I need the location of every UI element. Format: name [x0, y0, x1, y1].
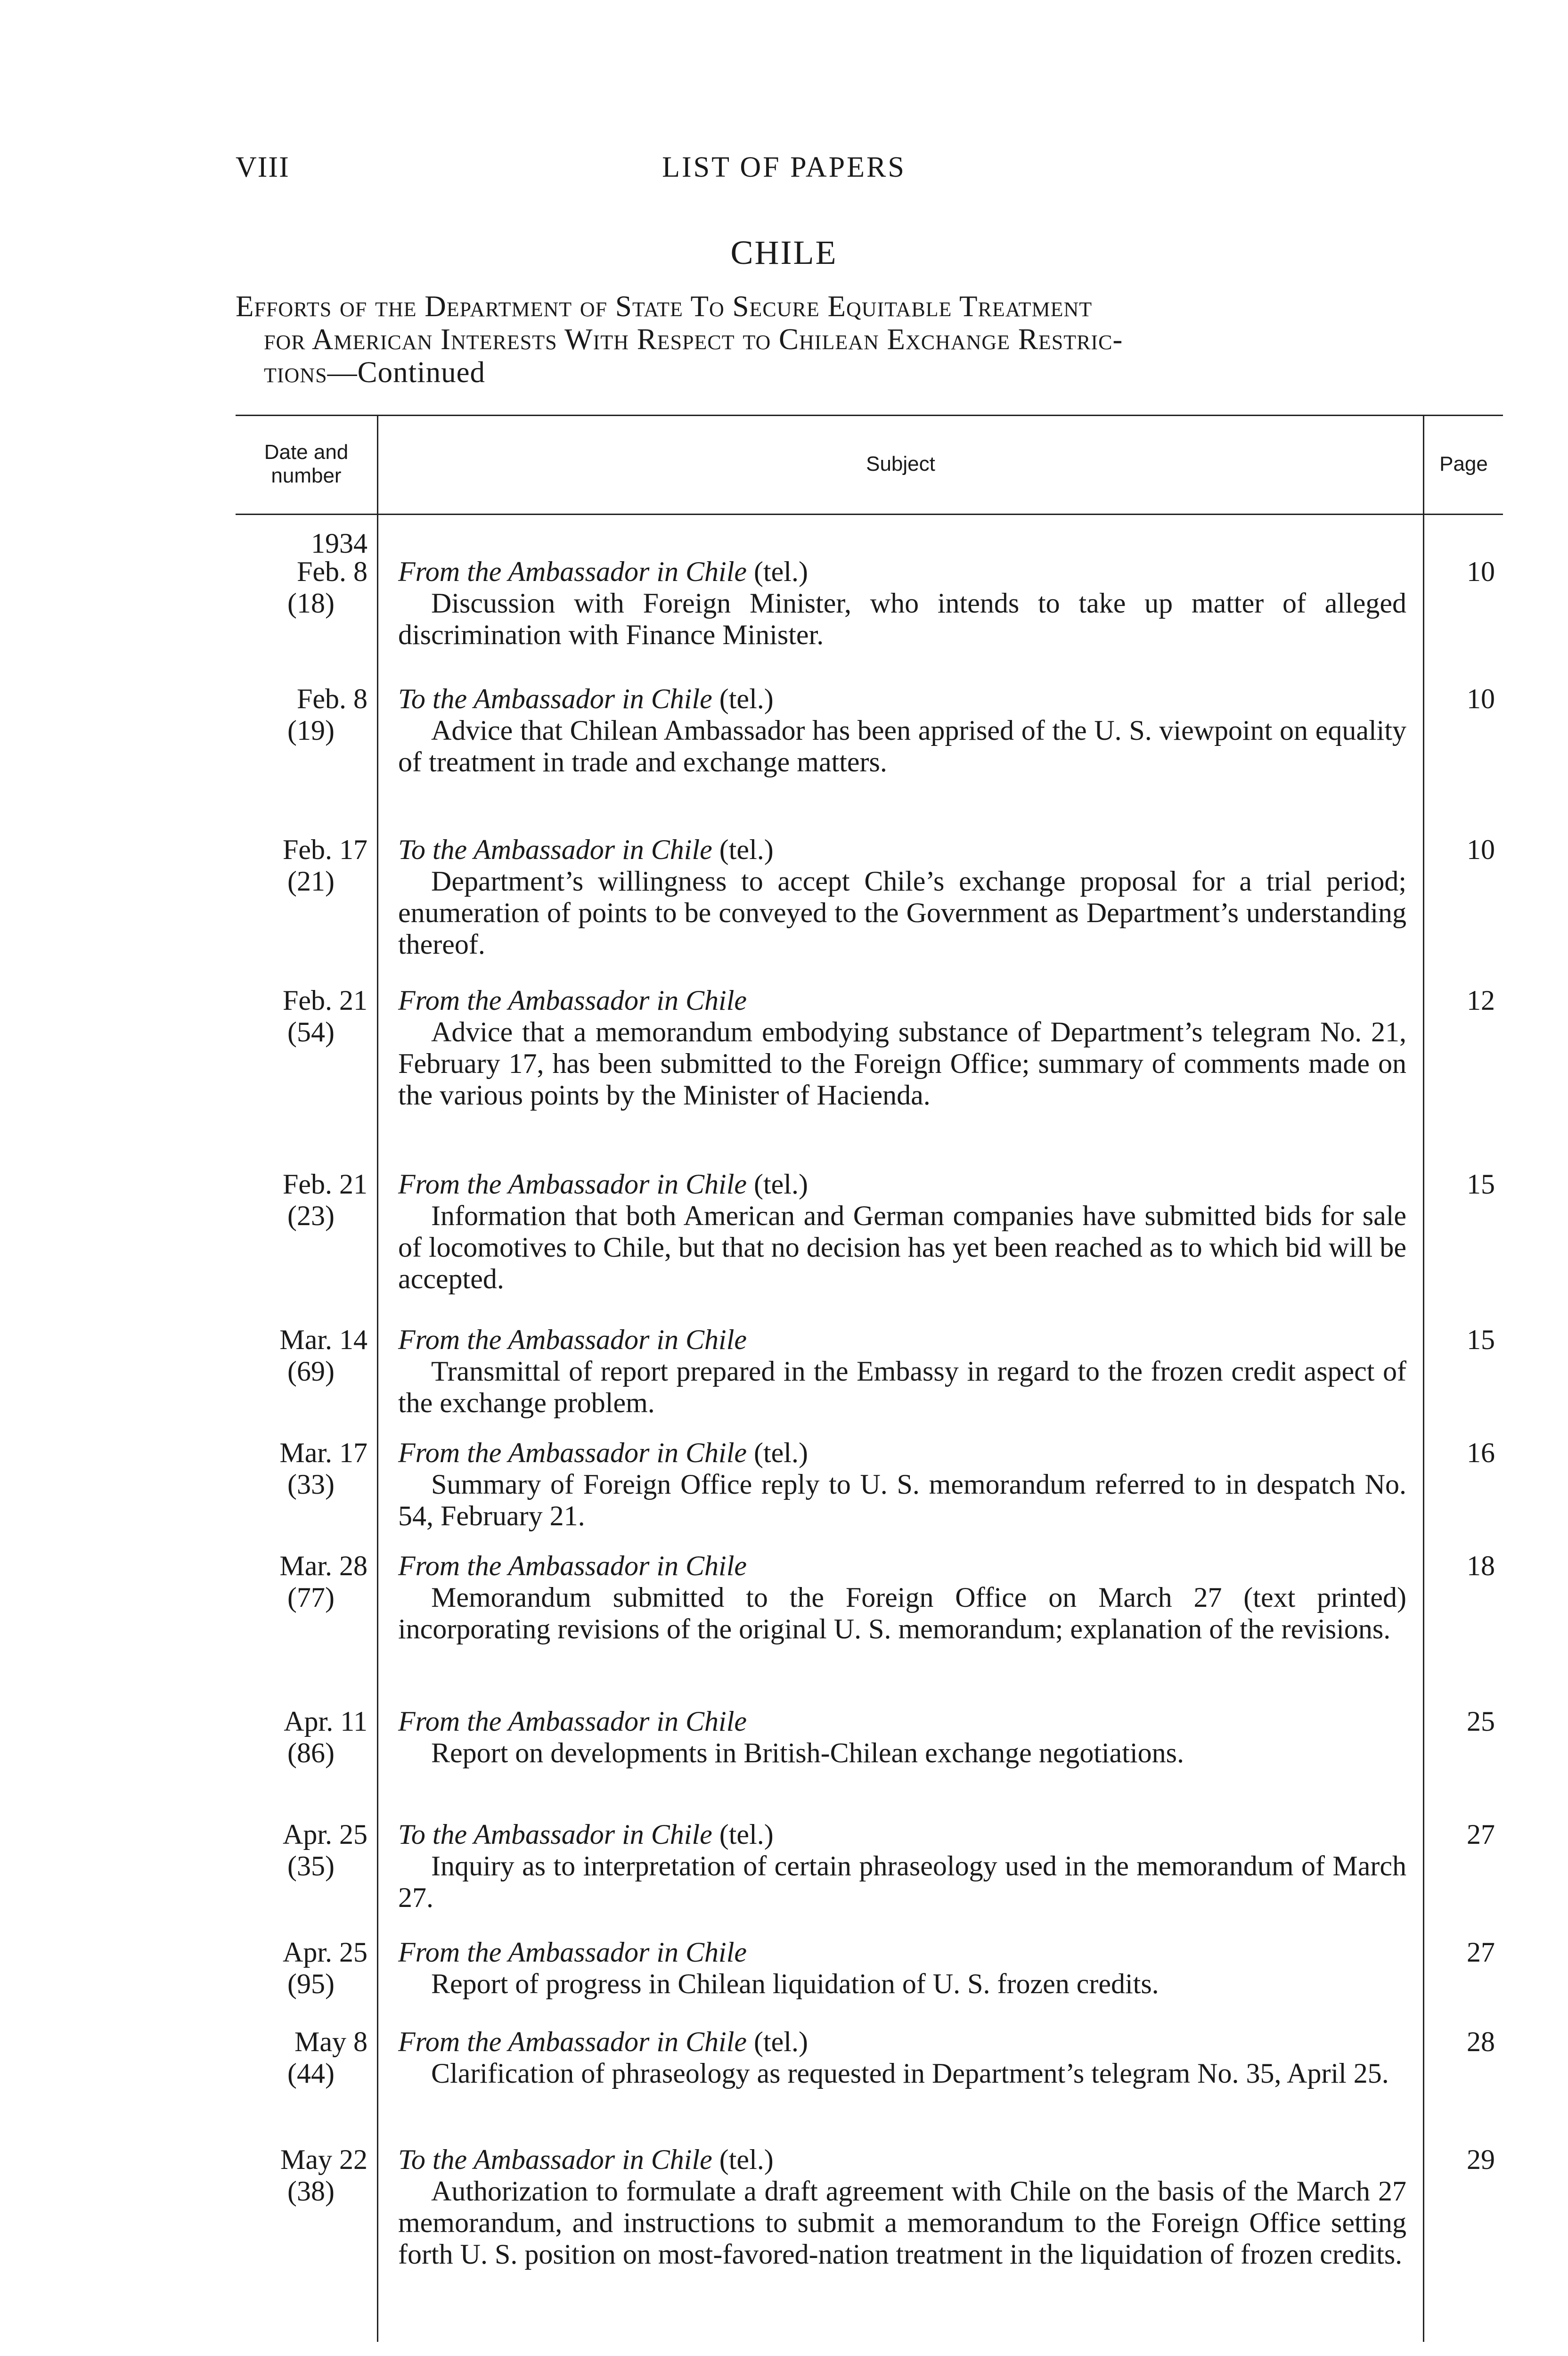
- header-subject: Subject: [866, 452, 935, 475]
- entry-heading: [398, 1324, 1406, 1356]
- entry-title: From the Ambassador in Chile: [398, 2026, 747, 2057]
- header-date-line-2: number: [271, 464, 342, 487]
- entry-page: 16: [1467, 1437, 1495, 1468]
- entry-page: 29: [1467, 2144, 1495, 2175]
- entry-number: (35): [287, 1850, 335, 1882]
- entry-page: 10: [1467, 683, 1495, 714]
- entry-description: Advice that Chilean Ambassador has been apprised of the U. S. viewpoint on equality of treatment in trade and exchange matters.: [398, 715, 1406, 777]
- column-divider-date: [377, 415, 378, 2342]
- entry-tel: (tel.): [747, 556, 808, 587]
- entry-description: Transmittal of report prepared in the Embassy in regard to the frozen credit aspect of the exchange problem.: [398, 1356, 1406, 1418]
- entry-description: Report on developments in British-Chilean exchange negotiations.: [431, 1737, 1184, 1768]
- header-page: Page: [1439, 452, 1488, 475]
- entry-subject: [398, 985, 1406, 1111]
- entry-date-number: [236, 556, 368, 619]
- entry-heading: [398, 1937, 1406, 1968]
- entry-title: To the Ambassador in Chile: [398, 2144, 712, 2175]
- entry-number: (38): [287, 2176, 335, 2207]
- entry-date: Mar. 28: [279, 1550, 368, 1581]
- entry-date-number: [236, 1169, 368, 1232]
- entry-subject: [398, 2144, 1406, 2270]
- entry-heading: [398, 985, 1406, 1016]
- entry-subject: [398, 834, 1406, 960]
- entry-description: Discussion with Foreign Minister, who intends to take up matter of alleged discrimination with Finance Minister.: [398, 588, 1406, 650]
- entry-date: Mar. 14: [279, 1324, 368, 1355]
- entry-number: (54): [287, 1016, 335, 1047]
- running-head: [0, 151, 1568, 193]
- entry-date: Feb. 8: [297, 683, 368, 714]
- entry-date-number: [236, 1550, 368, 1613]
- entry-title: From the Ambassador in Chile: [398, 1437, 747, 1468]
- entry-page: 28: [1467, 2026, 1495, 2057]
- section-title-continued: —Continued: [327, 356, 486, 389]
- entry-subject: [398, 1169, 1406, 1295]
- entry-page: 18: [1467, 1550, 1495, 1581]
- header-date-number: [236, 415, 377, 514]
- entry-date-number: [236, 985, 368, 1048]
- entry-heading: [398, 1706, 1406, 1737]
- entry-tel: (tel.): [712, 834, 774, 865]
- page-number: VIII: [236, 151, 290, 183]
- entry-description: Department’s willingness to accept Chile’s exchange proposal for a trial period; enumeration of points to be conveyed to the Government as Department’s understanding thereof.: [398, 866, 1406, 960]
- entry-tel: (tel.): [747, 2026, 808, 2057]
- entry-description: Inquiry as to interpretation of certain phraseology used in the memorandum of March 27.: [398, 1850, 1406, 1913]
- papers-table: [236, 415, 1503, 2342]
- entry-number: (33): [287, 1469, 335, 1500]
- entry-tel: (tel.): [747, 1169, 808, 1200]
- entry-subject: [398, 1324, 1406, 1419]
- entry-page: 15: [1467, 1324, 1495, 1355]
- entry-number: (86): [287, 1737, 335, 1768]
- entry-description: Report of progress in Chilean liquidation of U. S. frozen credits.: [431, 1968, 1159, 1999]
- entry-title: From the Ambassador in Chile: [398, 556, 747, 587]
- running-title: LIST OF PAPERS: [662, 151, 906, 183]
- entry-number: (18): [287, 588, 335, 619]
- entry-number: (95): [287, 1968, 335, 1999]
- entry-page: 25: [1467, 1706, 1495, 1737]
- entry-number: (69): [287, 1356, 335, 1387]
- entry-title: From the Ambassador in Chile: [398, 1937, 747, 1968]
- entry-subject: [398, 1937, 1406, 2000]
- entry-title: From the Ambassador in Chile: [398, 985, 747, 1016]
- entry-subject: [398, 556, 1406, 651]
- entry-date: Feb. 21: [283, 1169, 368, 1200]
- entry-date: May 8: [294, 2026, 368, 2057]
- entry-subject: [398, 1550, 1406, 1645]
- entry-page: 10: [1467, 834, 1495, 865]
- entry-page: 27: [1467, 1937, 1495, 1968]
- entry-subject: [398, 2026, 1406, 2089]
- entry-date-number: [236, 2026, 368, 2089]
- entry-date-number: [236, 683, 368, 746]
- entry-description: Authorization to formulate a draft agreement with Chile on the basis of the March 27 memorandum, and instructions to submit a memorandum to the Foreign Office setting forth U. S. position on most-favored-nation treatment in the liquidation of frozen credits.: [398, 2176, 1406, 2270]
- country-heading: CHILE: [730, 234, 838, 271]
- entry-heading: [398, 834, 1406, 866]
- entry-date: Feb. 21: [283, 985, 368, 1016]
- entry-tel: (tel.): [712, 2144, 774, 2175]
- entry-number: (23): [287, 1200, 335, 1231]
- entry-title: To the Ambassador in Chile: [398, 834, 712, 865]
- section-title-line-2: for American Interests With Respect to Chilean Exchange Restric-: [264, 323, 1123, 356]
- entry-heading: [398, 2026, 1406, 2058]
- entry-heading: [398, 1819, 1406, 1850]
- entry-page: 10: [1467, 556, 1495, 587]
- entry-date-number: [236, 834, 368, 897]
- entry-date-number: [236, 1819, 368, 1882]
- entry-heading: [398, 556, 1406, 588]
- section-title-line-3: [236, 356, 1470, 389]
- entry-tel: (tel.): [712, 1819, 774, 1850]
- entry-tel: (tel.): [747, 1437, 808, 1468]
- entry-page: 15: [1467, 1169, 1495, 1200]
- section-title-line-1: Efforts of the Department of State To Secure Equitable Treatment: [236, 290, 1093, 323]
- entry-date-number: [236, 1324, 368, 1387]
- entry-number: (44): [287, 2058, 335, 2089]
- section-title: [236, 290, 1470, 389]
- entry-date: Apr. 25: [283, 1819, 368, 1850]
- entry-date: Mar. 17: [279, 1437, 368, 1468]
- entry-title: From the Ambassador in Chile: [398, 1706, 747, 1737]
- entry-number: (77): [287, 1582, 335, 1613]
- entry-date: Apr. 11: [284, 1706, 368, 1737]
- entry-number: (19): [287, 715, 335, 746]
- section-title-line-3-caps: tions: [264, 356, 327, 389]
- entry-subject: [398, 1437, 1406, 1532]
- entry-title: From the Ambassador in Chile: [398, 1324, 747, 1355]
- entry-title: From the Ambassador in Chile: [398, 1169, 747, 1200]
- entry-page: 27: [1467, 1819, 1495, 1850]
- entry-description: Advice that a memorandum embodying substance of Department’s telegram No. 21, February 17, has been submitted to the Foreign Office; summary of comments made on the various points by the Minister of Hacienda.: [398, 1016, 1406, 1111]
- entry-date-number: [236, 2144, 368, 2207]
- entry-heading: [398, 2144, 1406, 2176]
- entry-heading: [398, 683, 1406, 715]
- entry-heading: [398, 1437, 1406, 1469]
- entry-page: 12: [1467, 985, 1495, 1016]
- entry-title: From the Ambassador in Chile: [398, 1550, 747, 1581]
- entry-date: Feb. 17: [283, 834, 368, 865]
- table-header-rule: [236, 514, 1503, 515]
- entry-date: Apr. 25: [283, 1937, 368, 1968]
- entry-heading: [398, 1169, 1406, 1200]
- entry-heading: [398, 1550, 1406, 1582]
- header-date-line-1: Date and: [264, 441, 349, 464]
- entry-number: (21): [287, 866, 335, 897]
- entry-description: Clarification of phraseology as requested in Department’s telegram No. 35, April 25.: [431, 2058, 1389, 2089]
- year-label: 1934: [311, 528, 368, 559]
- entry-tel: (tel.): [712, 683, 774, 714]
- entry-date-number: [236, 1437, 368, 1500]
- entry-date: Feb. 8: [297, 556, 368, 587]
- entry-subject: [398, 1706, 1406, 1769]
- entry-title: To the Ambassador in Chile: [398, 1819, 712, 1850]
- entry-date: May 22: [280, 2144, 368, 2175]
- entry-description: Information that both American and German companies have submitted bids for sale of locomotives to Chile, but that no decision has yet been reached as to which bid will be accepted.: [398, 1200, 1406, 1294]
- entry-subject: [398, 683, 1406, 778]
- entry-description: Summary of Foreign Office reply to U. S. memorandum referred to in despatch No. 54, February 21.: [398, 1469, 1406, 1531]
- entry-date-number: [236, 1706, 368, 1769]
- entry-subject: [398, 1819, 1406, 1914]
- entry-title: To the Ambassador in Chile: [398, 683, 712, 714]
- entry-date-number: [236, 1937, 368, 2000]
- entry-description: Memorandum submitted to the Foreign Office on March 27 (text printed) incorporating revisions of the original U. S. memorandum; explanation of the revisions.: [398, 1582, 1406, 1644]
